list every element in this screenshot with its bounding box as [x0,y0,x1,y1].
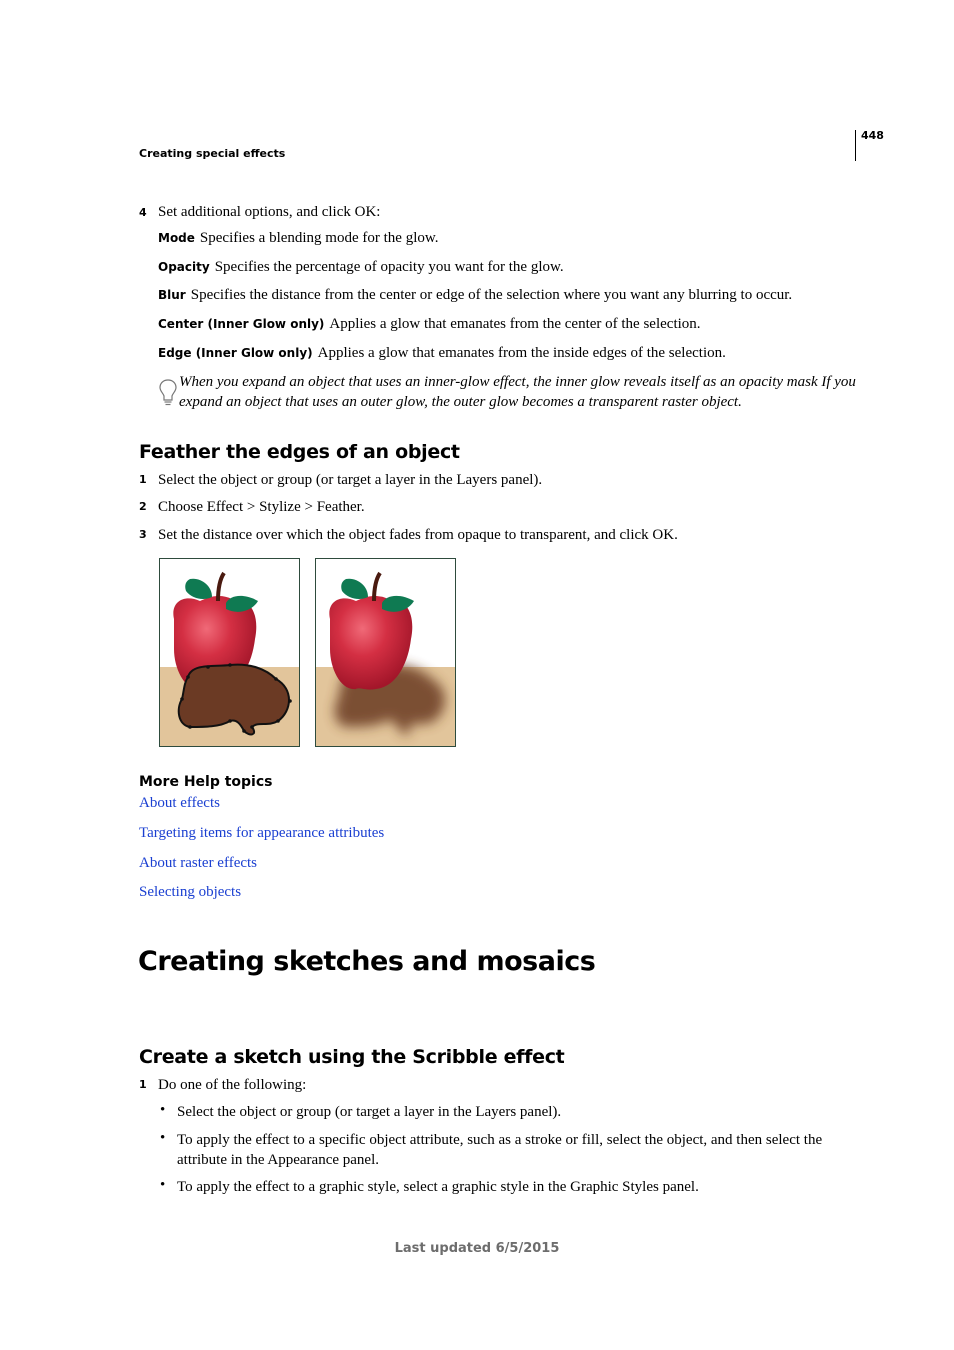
option-desc: Specifies a blending mode for the glow. [199,230,439,246]
feather-heading: Feather the edges of an object [139,441,460,463]
feather-step-3: Set the distance over which the object fades from opaque to transparent, and click OK. [158,527,678,543]
option-desc: Specifies the distance from the center or edge of the selection where you want any blurring to occur. [190,287,793,303]
page-number: 448 [861,129,884,142]
option-desc: Specifies the percentage of opacity you want for the glow. [214,259,564,275]
option-edge [158,343,726,363]
link-about-raster-effects[interactable]: About raster effects [139,855,258,871]
feather-step-1: Select the object or group (or target a layer in the Layers panel). [158,472,543,488]
step-number: 1 [139,1078,147,1091]
option-desc: Applies a glow that emanates from the center of the selection. [329,316,701,332]
option-opacity [158,257,564,277]
scribble-step-1: Do one of the following: [158,1077,307,1093]
step-number: 4 [139,206,147,219]
option-term: Center (Inner Glow only) [158,317,325,331]
link-selecting-objects[interactable]: Selecting objects [139,884,242,900]
option-blur [158,285,792,305]
option-desc: Applies a glow that emanates from the inside edges of the selection. [317,345,726,361]
last-updated-footer: Last updated 6/5/2015 [394,1241,560,1256]
link-targeting-items[interactable]: Targeting items for appearance attributes [139,825,385,841]
figure-after-feather [315,558,456,747]
bullet-marker: • [160,1102,166,1118]
step-number: 1 [139,473,147,486]
scribble-heading: Create a sketch using the Scribble effect [139,1046,565,1068]
option-term: Opacity [158,260,210,274]
tip-line-2: expand an object that uses an outer glow, the outer glow becomes a transparent raster object. [179,394,742,410]
step-4-text: Set additional options, and click OK: [158,204,381,220]
chapter-heading: Creating sketches and mosaics [138,946,596,977]
bullet-item-3: To apply the effect to a graphic style, select a graphic style in the Graphic Styles panel. [177,1179,699,1195]
lightbulb-icon [158,378,178,408]
step-number: 2 [139,500,147,513]
option-mode [158,228,438,248]
running-header: Creating special effects [139,147,286,160]
bullet-item-2-line-2: attribute in the Appearance panel. [177,1152,379,1168]
option-term: Mode [158,231,195,245]
more-help-heading: More Help topics [139,774,273,790]
option-center [158,314,701,334]
bullet-item-2-line-1: To apply the effect to a specific object attribute, such as a stroke or fill, select the object, and then select the [177,1132,823,1148]
option-term: Blur [158,288,186,302]
link-about-effects[interactable]: About effects [139,795,220,811]
bullet-marker: • [160,1177,166,1193]
step-number: 3 [139,528,147,541]
step-4 [139,202,147,223]
feather-step-2: Choose Effect > Stylize > Feather. [158,499,365,515]
option-term: Edge (Inner Glow only) [158,346,313,360]
bullet-item-1: Select the object or group (or target a layer in the Layers panel). [177,1104,562,1120]
figure-before-feather [159,558,300,747]
bullet-marker: • [160,1130,166,1146]
tip-line-1: When you expand an object that uses an inner-glow effect, the inner glow reveals itself as an opacity mask If you [179,374,856,390]
header-divider [855,130,856,161]
